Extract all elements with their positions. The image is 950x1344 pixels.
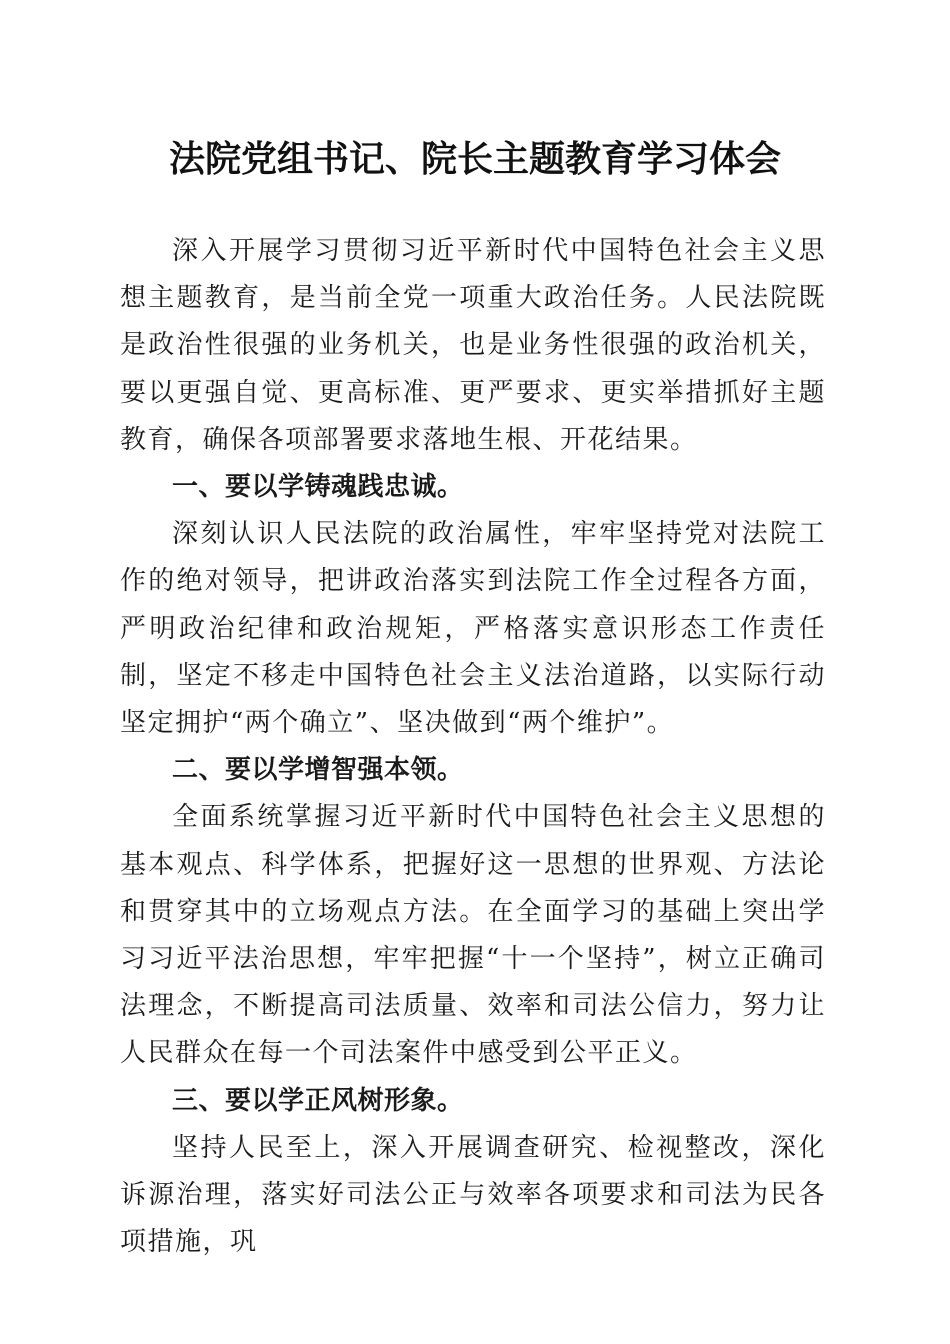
section-2-heading: 二、要以学增智强本领。 bbox=[172, 755, 464, 786]
section-1-paragraph: 深刻认识人民法院的政治属性，牢牢坚持党对法院工作的绝对领导，把讲政治落实到法院工作全过程各方面，严明政治纪律和政治规矩，严格落实意识形态工作责任制，坚定不移走中国特色社会主义法治道路，以实际行动坚定拥护“两个确立”、坚决做到“两个维护”。 bbox=[120, 519, 826, 739]
intro-paragraph: 深入开展学习贯彻习近平新时代中国特色社会主义思想主题教育，是当前全党一项重大政治任务。人民法院既是政治性很强的业务机关，也是业务性很强的政治机关，要以更强自觉、更高标准、更严要求、更实举措抓好主题教育，确保各项部署要求落地生根、开花结果。 bbox=[120, 236, 826, 455]
document-body bbox=[120, 228, 826, 1266]
section-3-paragraph: 坚持人民至上，深入开展调查研究、检视整改，深化诉源治理，落实好司法公正与效率各项要求和司法为民各项措施，巩 bbox=[120, 1132, 826, 1258]
section-2-paragraph: 全面系统掌握习近平新时代中国特色社会主义思想的基本观点、科学体系，把握好这一思想的世界观、方法论和贯穿其中的立场观点方法。在全面学习的基础上突出学习习近平法治思想，牢牢把握“十一个坚持”，树立正确司法理念，不断提高司法质量、效率和司法公信力，努力让人民群众在每一个司法案件中感受到公平正义。 bbox=[120, 802, 826, 1069]
section-3-heading: 三、要以学正风树形象。 bbox=[172, 1085, 464, 1116]
document-title: 法院党组书记、院长主题教育学习体会 bbox=[168, 138, 781, 180]
section-1-heading: 一、要以学铸魂践忠诚。 bbox=[172, 472, 464, 503]
